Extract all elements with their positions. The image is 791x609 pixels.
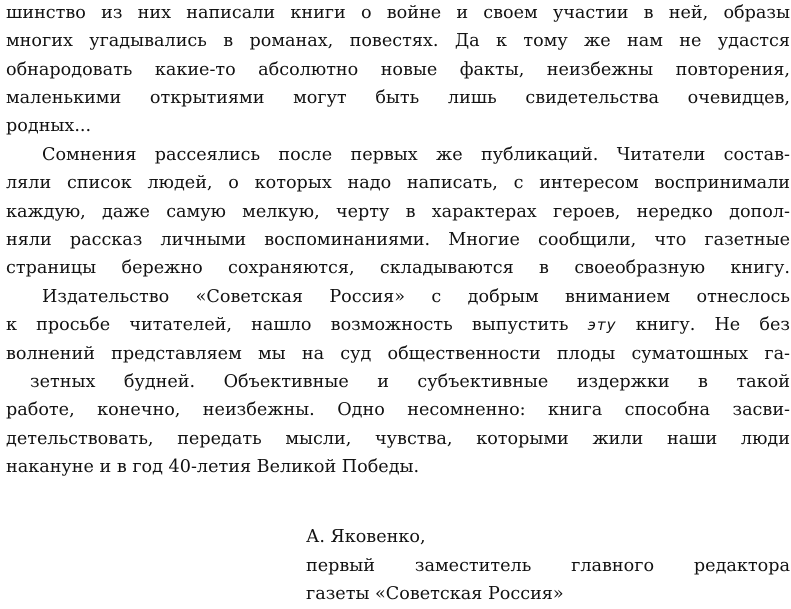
text-line: обнародовать какие-то абсолютно новые факты, неизбежны повторения, [6,60,790,80]
signature-publication: газеты «Советская Россия» [306,584,564,604]
text-line [6,311,790,340]
text-line-part: к просьбе читателей, нашло возможность выпустить [6,315,569,335]
paragraph-start-line: Издательство «Советская Россия» с добрым вниманием отнеслось [42,287,790,307]
text-line: многих угадывались в романах, повестях. Да к тому же нам не удастся [6,31,790,51]
paragraph-start-line: Сомнения рассеялись после первых же публикаций. Читатели состав- [42,145,790,165]
signature-name: А. Яковенко, [306,527,426,547]
text-line: волнений представляем мы на суд общественности плоды суматошных га- [6,344,790,364]
text-line: накануне и в год 40-летия Великой Победы. [6,457,420,477]
text-line: каждую, даже самую мелкую, черту в характерах героев, нередко допол- [6,202,790,222]
text-line: няли рассказ личными воспоминаниями. Многие сообщили, что газетные [6,230,790,250]
text-line: ляли список людей, о которых надо написать, с интересом воспринимали [6,173,790,193]
text-line: маленькими открытиями могут быть лишь свидетельства очевидцев, [6,88,790,108]
text-line: шинство из них написали книги о войне и своем участии в ней, образы [6,3,790,23]
text-line: страницы бережно сохраняются, складываются в своеобразную книгу. [6,258,790,278]
text-line: родных... [6,116,92,136]
text-line-part: книгу. Не без [635,315,790,335]
text-line: зетных будней. Объективные и субъективные издержки в такой [30,372,790,392]
emphasized-word: эту [587,316,617,334]
signature-title: первый заместитель главного редактора [306,556,790,576]
text-line: работе, конечно, неизбежны. Одно несомненно: книга способна засви- [6,400,790,420]
text-line: детельствовать, передать мысли, чувства, которыми жили наши люди [6,429,790,449]
